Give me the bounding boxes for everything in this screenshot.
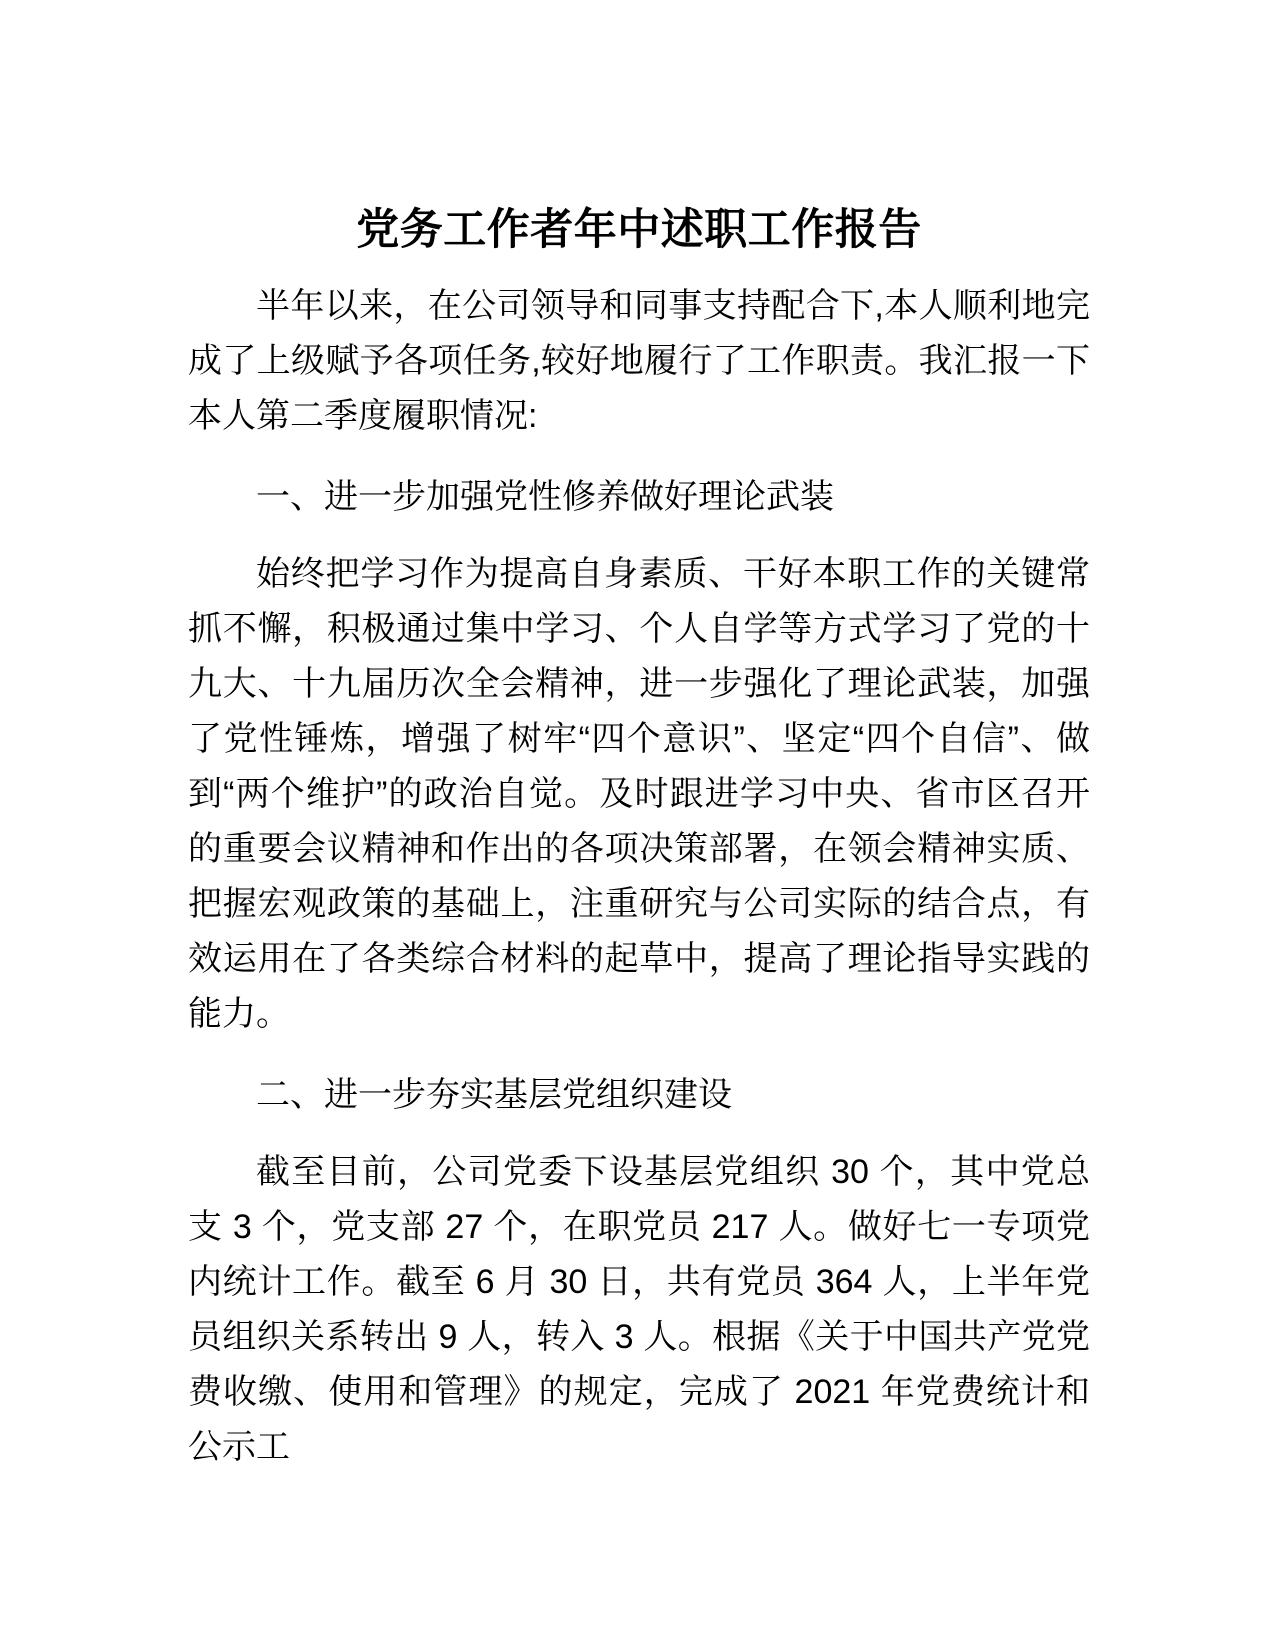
section-heading-one: 一、进一步加强党性修养做好理论武装 <box>256 477 834 516</box>
document-body <box>188 0 1090 1475</box>
page-title: 党务工作者年中述职工作报告 <box>356 206 922 254</box>
section-two-body: 截至目前，公司党委下设基层党组织 30 个，其中党总支 3 个，党支部 27 个，在职党员 217 人。做好七一专项党内统计工作。截至 6 月 30 日，共有党员 364 人，上半年党员组织关系转出 9 人，转入 3 人。根据《关于中国共产党党费收缴、使用和管理》的规定，完成了 2021 年党费统计和公示工 <box>188 1152 1090 1466</box>
section-heading-two: 二、进一步夯实基层党组织建设 <box>256 1075 732 1114</box>
intro-paragraph: 半年以来，在公司领导和同事支持配合下,本人顺利地完成了上级赋予各项任务,较好地履行了工作职责。我汇报一下本人第二季度履职情况: <box>188 286 1090 435</box>
section-one-body: 始终把学习作为提高自身素质、干好本职工作的关键常抓不懈，积极通过集中学习、个人自学等方式学习了党的十九大、十九届历次全会精神，进一步强化了理论武装，加强了党性锤炼，增强了树牢“四个意识”、坚定“四个自信”、做到“两个维护”的政治自觉。及时跟进学习中央、省市区召开的重要会议精神和作出的各项决策部署，在领会精神实质、把握宏观政策的基础上，注重研究与公司实际的结合点，有效运用在了各类综合材料的起草中，提高了理论指导实践的能力。 <box>188 554 1090 1033</box>
